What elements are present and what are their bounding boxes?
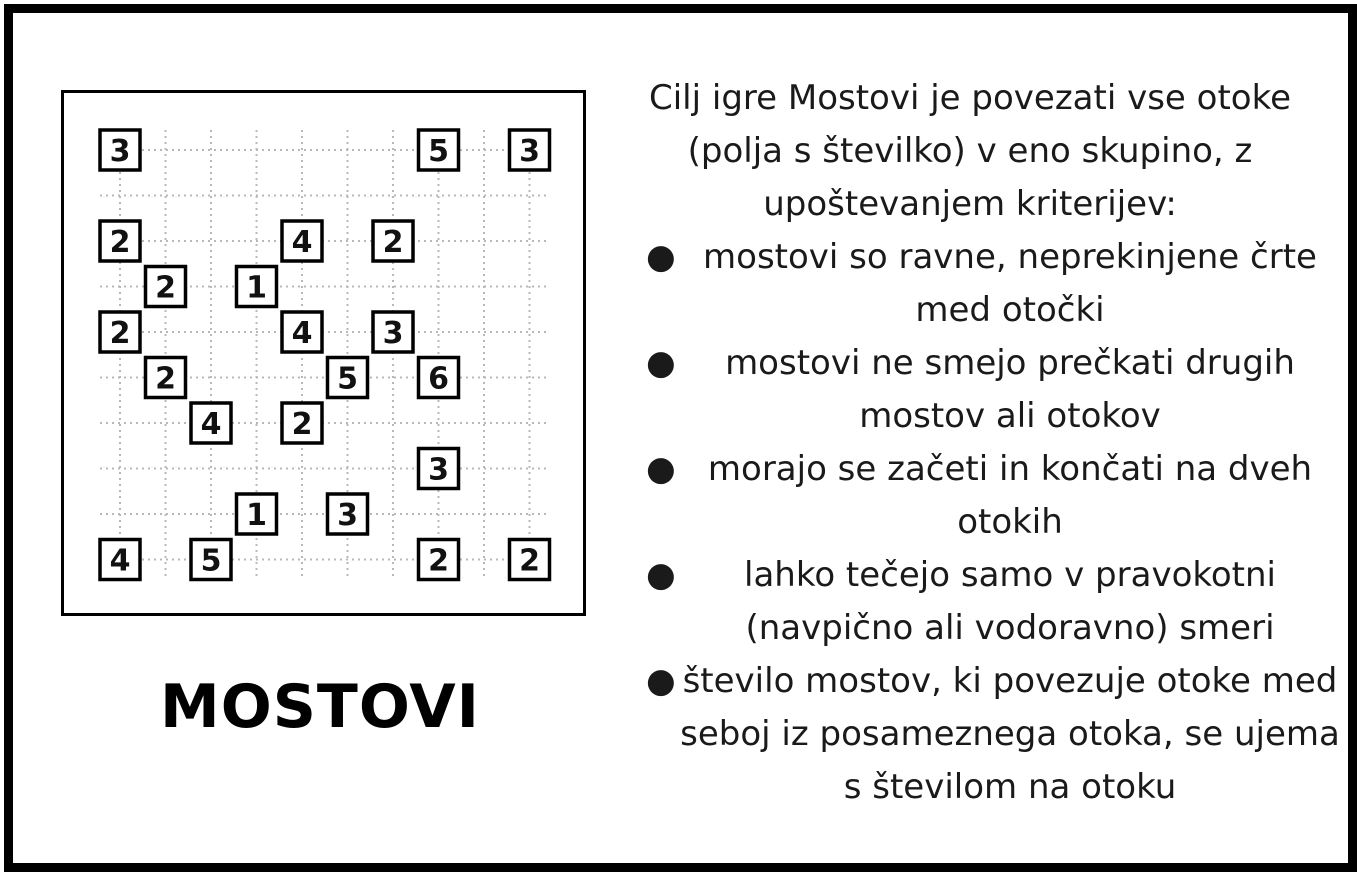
island-number: 4	[291, 316, 313, 351]
bullet-icon: ●	[646, 343, 676, 383]
island-number: 3	[382, 316, 404, 351]
game-title: MOSTOVI	[159, 672, 480, 742]
island[interactable]	[282, 312, 322, 352]
rules-intro: Cilj igre Mostovi je povezati vse otoke (polja s številko) v eno skupino, z upoštevanjem kriterijev:	[649, 78, 1291, 224]
island[interactable]	[191, 540, 231, 580]
island[interactable]	[419, 540, 459, 580]
island[interactable]	[282, 403, 322, 443]
rule-text: število mostov, ki povezuje otoke med seboj iz posameznega otoka, se ujema s številom na otoku	[680, 661, 1340, 807]
island-number: 1	[246, 498, 267, 533]
island-number: 3	[337, 498, 358, 533]
island-number: 5	[337, 361, 358, 397]
island[interactable]	[419, 130, 459, 170]
rule-item	[640, 549, 1340, 655]
island-number: 5	[428, 134, 449, 169]
rule-item	[640, 655, 1340, 814]
rule-text: lahko tečejo samo v pravokotni (navpično ali vodoravno) smeri	[744, 555, 1276, 648]
rules-list	[640, 231, 1340, 814]
rule-text: mostovi so ravne, neprekinjene črte med otočki	[703, 237, 1317, 330]
island-number: 2	[109, 316, 131, 351]
island[interactable]	[328, 494, 368, 534]
island[interactable]	[146, 358, 186, 398]
island-number: 6	[428, 361, 449, 397]
bullet-icon: ●	[646, 661, 676, 701]
island[interactable]	[100, 221, 140, 261]
island-number: 3	[519, 134, 540, 169]
island[interactable]	[328, 358, 368, 398]
island[interactable]	[373, 221, 413, 261]
puzzle-board[interactable]	[61, 90, 586, 616]
island-number: 2	[519, 543, 540, 579]
island[interactable]	[419, 449, 459, 489]
island-number: 4	[200, 407, 222, 442]
island[interactable]	[100, 312, 140, 352]
bullet-icon: ●	[646, 555, 676, 595]
rules-panel	[640, 72, 1340, 814]
island-number: 1	[246, 270, 267, 306]
rule-item	[640, 231, 1340, 337]
island-number: 3	[109, 134, 131, 169]
island[interactable]	[510, 130, 550, 170]
island-number: 4	[109, 543, 131, 579]
rule-text: morajo se začeti in končati na dveh otokih	[707, 449, 1313, 542]
island-number: 3	[428, 452, 449, 488]
island[interactable]	[237, 494, 277, 534]
island[interactable]	[419, 358, 459, 398]
rule-text: mostovi ne smejo prečkati drugih mostov ali otokov	[725, 343, 1295, 436]
island[interactable]	[237, 267, 277, 307]
bullet-icon: ●	[646, 449, 676, 489]
island[interactable]	[191, 403, 231, 443]
bullet-icon: ●	[646, 237, 676, 277]
island[interactable]	[373, 312, 413, 352]
island[interactable]	[282, 221, 322, 261]
island[interactable]	[100, 540, 140, 580]
island-number: 2	[155, 361, 176, 397]
island-number: 4	[291, 225, 313, 260]
puzzle-grid	[64, 93, 583, 613]
rule-item	[640, 443, 1340, 549]
island[interactable]	[100, 130, 140, 170]
island[interactable]	[510, 540, 550, 580]
island-number: 2	[155, 270, 176, 306]
rule-item	[640, 337, 1340, 443]
island-number: 5	[200, 543, 222, 579]
island[interactable]	[146, 267, 186, 307]
island-number: 2	[109, 225, 131, 260]
island-number: 2	[291, 407, 313, 442]
island-number: 2	[428, 543, 449, 579]
island-number: 2	[382, 225, 404, 260]
